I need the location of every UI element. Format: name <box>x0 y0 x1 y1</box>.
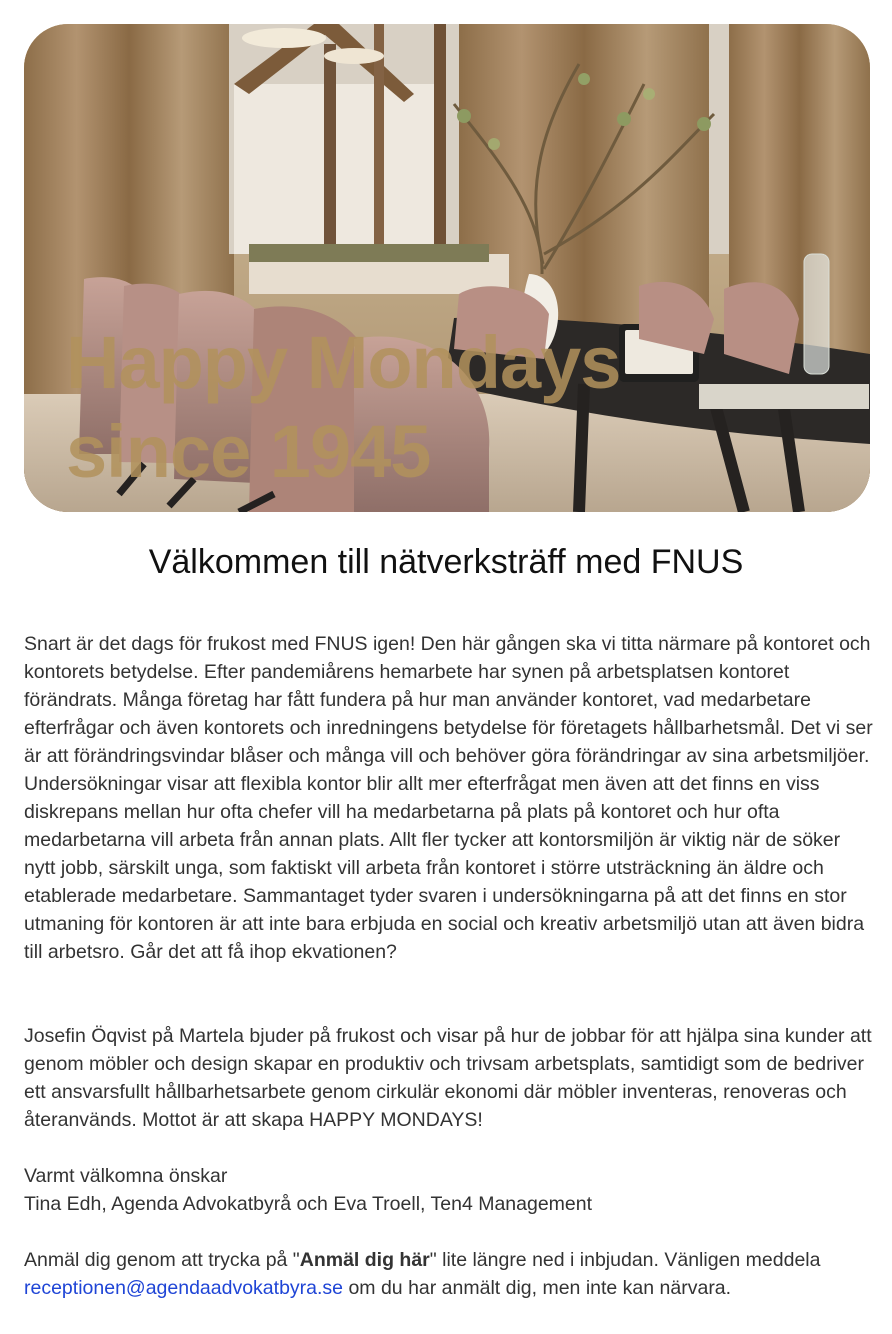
signup-prefix-text: Anmäl dig genom att trycka på " <box>24 1249 300 1271</box>
speaker-paragraph: Josefin Öqvist på Martela bjuder på frukost och visar på hur de jobbar för att hjälpa sina kunder att genom möbler och design skapar en produktiv och trivsam arbetsplats, samtidigt som de bedriver ett ansvarsfullt hållbarhetsarbete genom cirkulär ekonomi där möbler inventeras, renoveras och återanvänds. Mottot är att skapa HAPPY MONDAYS! <box>24 1025 872 1131</box>
signup-suffix-text: om du har anmält dig, men inte kan närvara. <box>343 1277 732 1299</box>
hero-headline-line-1: Happy Mondays <box>66 321 621 404</box>
signup-paragraph <box>24 1246 874 1302</box>
email-title: Välkommen till nätverksträff med FNUS <box>148 543 744 581</box>
greeting-line: Varmt välkomna önskar <box>24 1165 228 1187</box>
reception-email-link[interactable]: receptionen@agendaadvokatbyra.se <box>24 1277 344 1299</box>
hero-image <box>24 24 870 512</box>
signup-link-reference: Anmäl dig här <box>299 1249 430 1271</box>
signature-block <box>24 1162 874 1218</box>
signers-line: Tina Edh, Agenda Advokatbyrå och Eva Troell, Ten4 Management <box>24 1193 593 1215</box>
hero-headline-line-2: since 1945 <box>66 410 431 493</box>
signup-middle-text: " lite längre ned i inbjudan. Vänligen meddela <box>429 1249 821 1271</box>
intro-paragraph: Snart är det dags för frukost med FNUS igen! Den här gången ska vi titta närmare på kontoret och kontorets betydelse. Efter pandemiårens hemarbete har synen på arbetsplatsen kontoret förändrats. Många företag har fått fundera på hur man använder kontoret, vad medarbetare efterfrågar och även kontorets och inredningens betydelse för företagets hållbarhetsmål. Det vi ser är att förändringsvindar blåser och många vill och behöver göra förändringar av sina arbetsmiljöer. Undersökningar visar att flexibla kontor blir allt mer efterfrågat men även att det finns en viss diskrepans mellan hur ofta chefer vill ha medarbetarna på plats på kontoret och hur ofta medarbetarna vill arbeta från annan plats. Allt fler tycker att kontorsmiljön är viktig när de söker nytt jobb, särskilt unga, som faktiskt vill arbeta från kontoret i större utsträckning än äldre och etablerade medarbetare. Sammantaget tyder svaren i undersökningarna på att det finns en stor utmaning för kontoren är att inte bara erbjuda en social och kreativ arbetsmiljö utan att även bidra till arbetsro. Går det att få ihop ekvationen? <box>24 633 873 963</box>
